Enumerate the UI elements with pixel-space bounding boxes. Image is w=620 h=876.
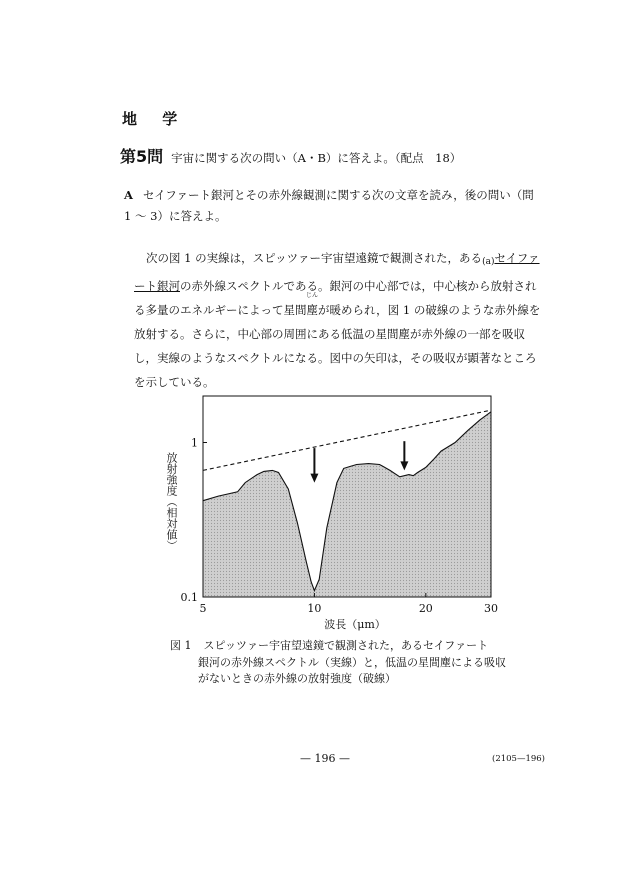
x-axis-label: 波長（μm） [324,618,386,631]
caption-line2: 銀河の赤外線スペクトル（実線）と，低温の星間塵による吸収 [198,655,506,669]
caption-line1: スピッツァー宇宙望遠鏡で観測された，あるセイファート [203,639,489,652]
x-tick-label: 5 [199,602,207,615]
y-axis-label: 放射強度（相対値） [165,452,178,551]
caption-number: 図 1 [170,639,192,652]
caption-line3: がないときの赤外線の放射強度（破線） [198,672,396,685]
spectrum-fill [203,412,491,597]
absorption-arrow-head [400,461,408,470]
x-tick-label: 30 [484,602,498,615]
underline-marker: (a) [482,257,495,267]
section-a-line1: セイファート銀河とその赤外線観測に関する次の文章を読み，後の問い（問 [142,188,534,202]
x-tick-label: 20 [418,602,433,615]
y-tick-label: 1 [191,436,198,450]
section-letter: A [124,188,133,202]
x-tick-label: 10 [307,602,322,615]
absorption-arrow-head [310,474,318,483]
figure-caption [170,638,510,688]
y-tick-label: 0.1 [180,591,198,604]
underlined-term: セイファート銀河 [134,251,540,293]
section-a-line2: 1 〜 3）に答えよ。 [124,209,227,223]
page-number: — 196 — [300,752,350,765]
question-number: 第5問 [120,147,164,166]
para-part1: 次の図 1 の実線は，スピッツァー宇宙望遠鏡で観測された，ある [146,251,483,265]
ruby-annotation: じん [306,292,319,299]
subject-heading: 地 学 [122,110,188,128]
question-text: 宇宙に関する次の問い（A・B）に答えよ。（配点 18） [171,151,462,165]
exam-code: (2105—196) [492,754,545,764]
para-part2: の赤外線スペクトルである。銀河の中心部では，中心核から放射される多量のエネルギーによって星間塵が暖められ，図 1 の破線のような赤外線を放射する。さらに，中心部の周囲にある低温の星間塵が赤外線の一部を吸収し，実線のようなスペクトルになる。図中の矢印は，その吸収が顕著なところを示している。 [134,279,541,389]
